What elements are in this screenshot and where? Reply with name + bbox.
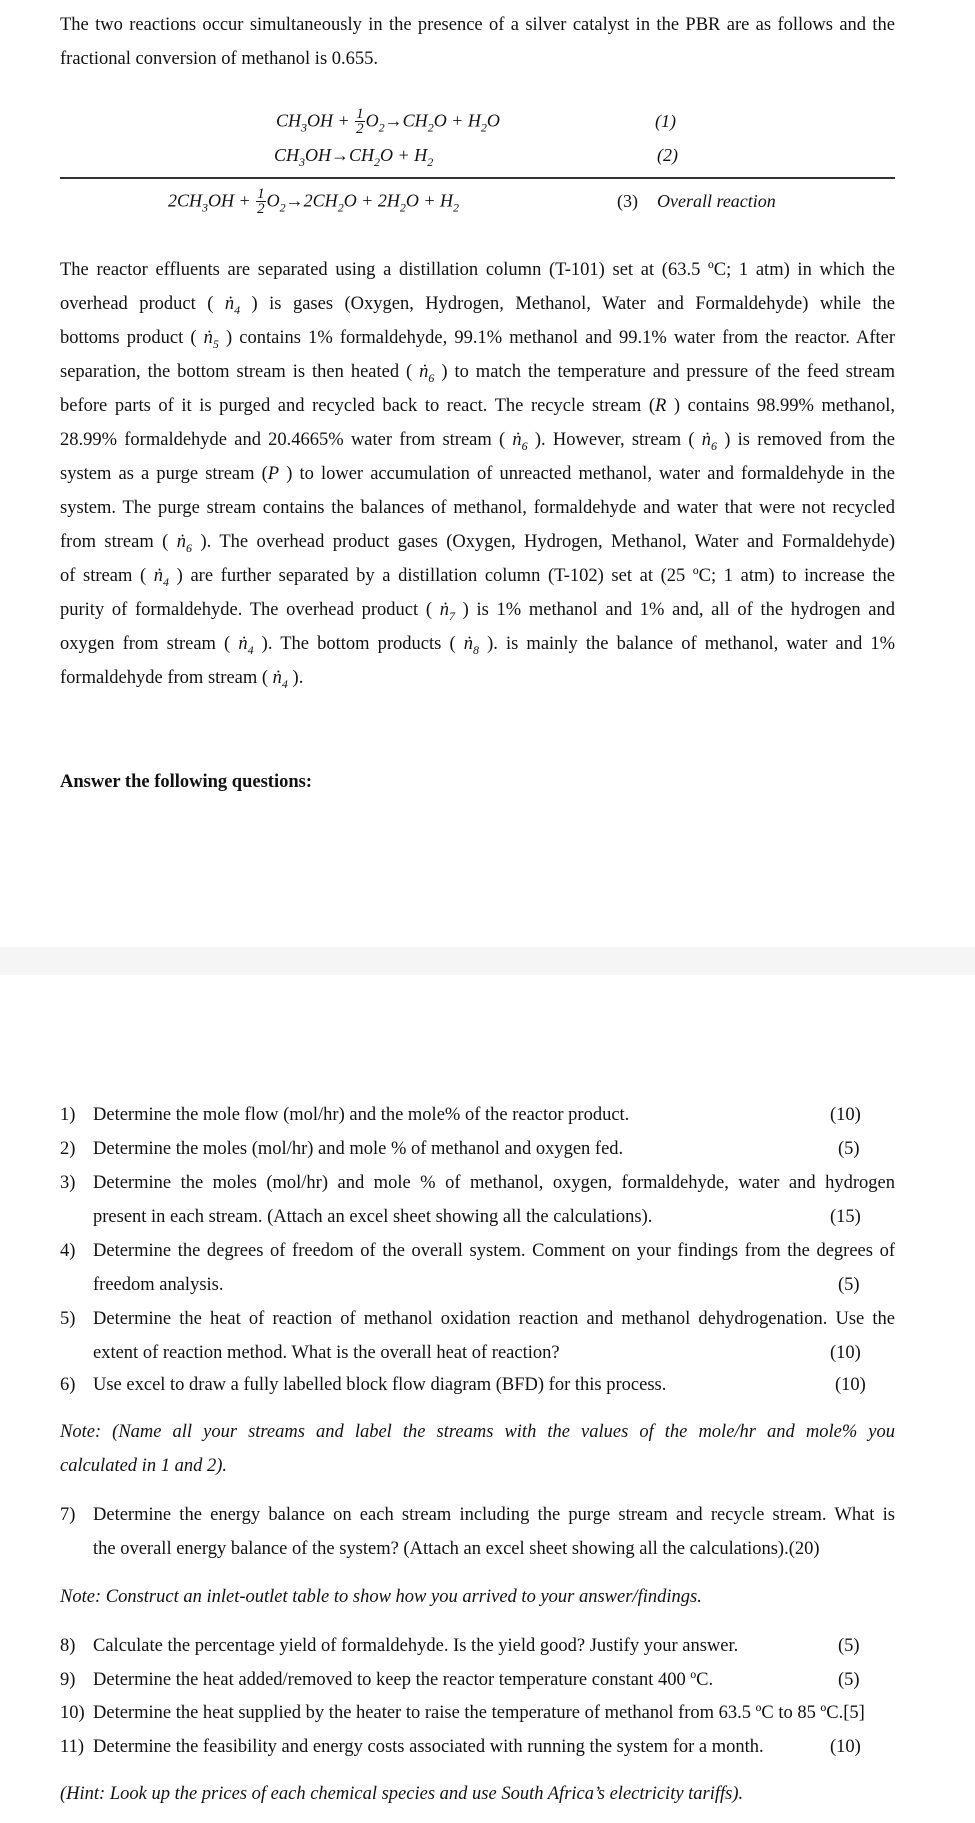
- note-line: Note: Construct an inlet-outlet table to show how you arrived to your answer/findings.: [60, 1587, 702, 1607]
- question-text: Determine the moles (mol/hr) and mole % of methanol and oxygen fed.: [93, 1139, 624, 1159]
- question-marks: (15): [830, 1207, 861, 1227]
- question-text: present in each stream. (Attach an excel sheet showing all the calculations).: [93, 1207, 653, 1227]
- equation-2: [274, 144, 434, 169]
- stream-number: 8: [472, 643, 479, 657]
- question-text: Determine the moles (mol/hr) and mole % of methanol, oxygen, formaldehyde, water and hydrogen: [93, 1173, 895, 1193]
- equation-label: (3): [617, 191, 638, 211]
- formula-text: O + H: [405, 190, 453, 211]
- question-marks: (5): [838, 1670, 860, 1690]
- formula-text: O: [365, 110, 379, 131]
- question-marks: (5): [838, 1275, 860, 1295]
- text: 28.99% formaldehyde and 20.4665% water from stream (: [60, 430, 513, 450]
- question-number: 3): [60, 1173, 76, 1193]
- formula-text: OH +: [307, 110, 355, 131]
- question-marks: (5): [838, 1636, 860, 1656]
- question-marks: (10): [830, 1343, 861, 1363]
- paragraph-line: [60, 429, 895, 451]
- question-number: 2): [60, 1139, 76, 1159]
- stream-number: 4: [281, 677, 288, 691]
- stream-symbol: ṅ$_4$: [153, 566, 170, 589]
- stream-number: 4: [234, 303, 241, 317]
- subscript: 2: [427, 120, 434, 135]
- question-text: the overall energy balance of the system? (Attach an excel sheet showing all the calculations).(20): [93, 1539, 820, 1559]
- page-break: [0, 947, 975, 975]
- formula-text: O: [266, 190, 280, 211]
- text: ) is removed from the: [717, 430, 895, 450]
- stream-number: 4: [247, 643, 254, 657]
- question-text: Determine the heat of reaction of methanol oxidation reaction and methanol dehydrogenation. Use the: [93, 1309, 895, 1329]
- text: overhead product (: [60, 294, 225, 314]
- text: ). is mainly the balance of methanol, water and 1%: [478, 634, 895, 654]
- paragraph-line: [60, 361, 895, 383]
- formula-text: OH +: [208, 190, 256, 211]
- stream-symbol: ṅ$_7$: [439, 600, 455, 623]
- stream-symbol: ṅ$_6$: [176, 532, 192, 555]
- text: ) to lower accumulation of unreacted methanol, water and formaldehyde in the: [279, 464, 895, 484]
- subscript: 2: [378, 120, 385, 135]
- note-line: calculated in 1 and 2).: [60, 1456, 227, 1476]
- question-text: Determine the heat supplied by the heater to raise the temperature of methanol from 63.5 ºC to 85 ºC.[5]: [93, 1703, 865, 1723]
- subscript: 2: [427, 155, 434, 169]
- formula-text: →CH: [384, 110, 428, 131]
- stream-symbol: ṅ$_4$: [238, 634, 254, 657]
- text: purity of formaldehyde. The overhead product (: [60, 600, 440, 620]
- question-marks: (10): [830, 1105, 861, 1125]
- subscript: 2: [279, 200, 286, 215]
- text: system. The purge stream contains the balances of methanol, formaldehyde and water that were not recycled: [60, 498, 895, 518]
- formula-text: O + 2H: [343, 190, 400, 211]
- equation-note: Overall reaction: [657, 191, 776, 211]
- stream-symbol: ṅ$_4$: [224, 294, 241, 317]
- subscript: 2: [337, 200, 344, 215]
- subscript: 3: [301, 120, 308, 135]
- stream-number: 6: [711, 439, 718, 453]
- question-number: 9): [60, 1670, 76, 1690]
- text: formaldehyde from stream (: [60, 668, 273, 688]
- paragraph-line: [60, 565, 895, 587]
- subscript: 3: [299, 155, 306, 169]
- fraction: [355, 107, 365, 136]
- stream-number: 6: [428, 371, 435, 385]
- question-text: Determine the mole flow (mol/hr) and the mole% of the reactor product.: [93, 1105, 630, 1125]
- text: from stream (: [60, 532, 177, 552]
- question-marks: (5): [838, 1139, 860, 1159]
- text: ) contains 98.99% methanol,: [666, 396, 895, 416]
- stream-number: 4: [163, 575, 170, 589]
- question-text: extent of reaction method. What is the overall heat of reaction?: [93, 1343, 560, 1363]
- equation-3: [168, 188, 459, 217]
- text: ). The overhead product gases (Oxygen, Hydrogen, Methanol, Water and Formaldehyde): [192, 532, 895, 552]
- paragraph-line: [60, 463, 895, 485]
- question-marks: (10): [835, 1375, 866, 1395]
- question-number: 10): [60, 1703, 85, 1723]
- text: The reactor effluents are separated using a distillation column (T-101) set at (63.5 ºC; 1 atm) in which the: [60, 260, 895, 280]
- text: ) are further separated by a distillation column (T-102) set at (25 ºC; 1 atm) to increase the: [169, 566, 895, 586]
- question-text: Determine the degrees of freedom of the overall system. Comment on your findings from the degrees of: [93, 1241, 895, 1261]
- question-text: Use excel to draw a fully labelled block flow diagram (BFD) for this process.: [93, 1375, 667, 1395]
- paragraph-line: [60, 293, 895, 315]
- subscript: 2: [374, 155, 381, 169]
- text: oxygen from stream (: [60, 634, 239, 654]
- numerator: 1: [356, 106, 364, 122]
- stream-symbol: P: [267, 464, 280, 484]
- equation-label: (2): [657, 145, 678, 165]
- numerator: 1: [257, 186, 265, 202]
- paragraph-line: [60, 395, 895, 417]
- stream-number: 7: [448, 609, 455, 623]
- question-text: Determine the energy balance on each stream including the purge stream and recycle stream. What is: [93, 1505, 895, 1525]
- subscript: 2: [480, 120, 487, 135]
- stream-symbol: ṅ$_6$: [701, 430, 718, 453]
- formula-text: 2CH: [168, 190, 203, 211]
- paragraph-line: [60, 259, 895, 281]
- paragraph-line: [60, 599, 895, 621]
- stream-symbol: ṅ$_4$: [272, 668, 288, 691]
- text: separation, the bottom stream is then heated (: [60, 362, 420, 382]
- formula-text: O: [486, 110, 500, 131]
- question-marks: (10): [830, 1737, 861, 1757]
- paragraph-line: [60, 667, 895, 689]
- question-text: freedom analysis.: [93, 1275, 224, 1295]
- question-number: 11): [60, 1737, 84, 1757]
- formula-text: CH: [274, 145, 300, 165]
- stream-symbol: R: [655, 396, 667, 416]
- text: before parts of it is purged and recycled back to react. The recycle stream (: [60, 396, 656, 416]
- text: ) to match the temperature and pressure of the feed stream: [434, 362, 896, 382]
- text: ). The bottom products (: [253, 634, 464, 654]
- intro-line: fractional conversion of methanol is 0.655.: [60, 49, 379, 69]
- formula-text: CH: [276, 110, 302, 131]
- text: bottoms product (: [60, 328, 204, 348]
- question-number: 8): [60, 1636, 76, 1656]
- question-number: 5): [60, 1309, 76, 1329]
- fraction: [256, 187, 266, 216]
- paragraph-line: [60, 531, 895, 553]
- denominator: 2: [257, 201, 265, 217]
- question-number: 1): [60, 1105, 76, 1125]
- question-text: Determine the feasibility and energy costs associated with running the system for a month.: [93, 1737, 764, 1757]
- question-text: Calculate the percentage yield of formaldehyde. Is the yield good? Justify your answer.: [93, 1636, 739, 1656]
- question-text: Determine the heat added/removed to keep the reactor temperature constant 400 ºC.: [93, 1670, 714, 1690]
- paragraph-line: [60, 633, 895, 655]
- question-number: 7): [60, 1505, 76, 1525]
- question-number: 6): [60, 1375, 76, 1395]
- question-number: 4): [60, 1241, 76, 1261]
- formula-text: O + H: [380, 145, 428, 165]
- text: ).: [287, 668, 304, 688]
- equation-1: [276, 108, 500, 137]
- paragraph-line: [60, 497, 895, 519]
- text: ). However, stream (: [527, 430, 702, 450]
- stream-number: 6: [186, 541, 192, 555]
- text: ) contains 1% formaldehyde, 99.1% methanol and 99.1% water from the reactor. After: [218, 328, 895, 348]
- formula-text: OH→CH: [305, 145, 375, 165]
- text: ) is 1% methanol and 1% and, all of the hydrogen and: [454, 600, 896, 620]
- formula-text: O + H: [433, 110, 481, 131]
- formula-text: →2CH: [285, 190, 338, 211]
- stream-symbol: ṅ$_5$: [203, 328, 219, 351]
- subscript: 2: [399, 200, 406, 215]
- stream-symbol: ṅ$_6$: [512, 430, 528, 453]
- intro-line: The two reactions occur simultaneously in the presence of a silver catalyst in the PBR are as follows and the: [60, 15, 895, 35]
- equation-label: (1): [655, 111, 676, 131]
- text: of stream (: [60, 566, 154, 586]
- text: system as a purge stream (: [60, 464, 268, 484]
- subscript: 2: [453, 200, 459, 215]
- denominator: 2: [356, 121, 364, 137]
- equation-divider: [60, 177, 895, 179]
- subscript: 3: [202, 200, 209, 215]
- stream-symbol: ṅ$_6$: [419, 362, 435, 385]
- stream-symbol: ṅ$_8$: [463, 634, 479, 657]
- answer-heading: Answer the following questions:: [60, 772, 312, 792]
- paragraph-line: [60, 327, 895, 349]
- stream-number: 5: [212, 337, 219, 351]
- hint-line: (Hint: Look up the prices of each chemical species and use South Africa’s electricity tariffs).: [60, 1784, 744, 1804]
- note-line: Note: (Name all your streams and label the streams with the values of the mole/hr and mole% you: [60, 1422, 895, 1442]
- text: ) is gases (Oxygen, Hydrogen, Methanol, Water and Formaldehyde) while the: [240, 294, 895, 314]
- stream-number: 6: [521, 439, 528, 453]
